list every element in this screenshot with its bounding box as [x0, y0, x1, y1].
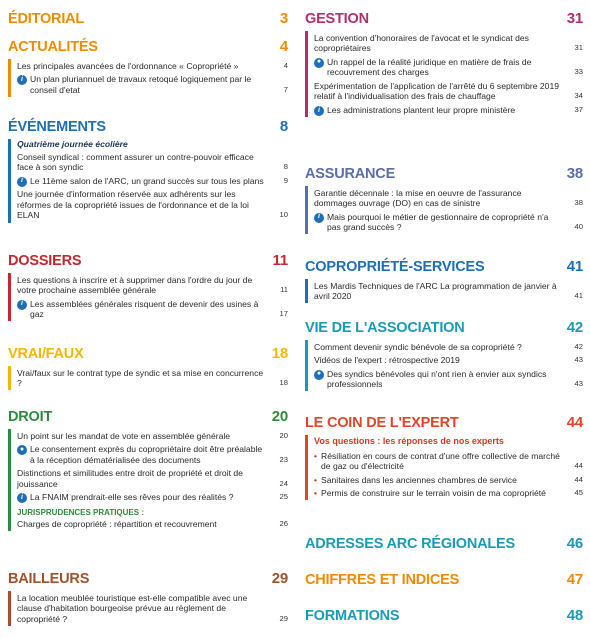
toc-entry[interactable]: Vidéos de l'expert : rétrospective 2019 43 — [314, 355, 583, 366]
section-page: 41 — [566, 258, 583, 275]
section-kicker: Quatrième journée écolière — [17, 139, 128, 149]
toc-entry[interactable]: Expérimentation de l'application de l'arrêté du 6 septembre 2019 relatif à l'individualisation des frais de chauffage 34 — [314, 80, 583, 102]
toc-entry[interactable]: Les Mardis Techniques de l'ARC La programmation de janvier à avril 2020 41 — [314, 280, 583, 302]
section-page: 4 — [279, 38, 288, 55]
globe-icon: ● — [314, 370, 324, 380]
toc-entry[interactable]: La convention d'honoraires de l'avocat et le syndicat des copropriétaires 31 — [314, 32, 583, 54]
toc-entry[interactable]: • Sanitaires dans les anciennes chambres de service 44 — [314, 474, 583, 485]
toc-entry[interactable]: Charges de copropriété : répartition et recouvrement 26 — [17, 519, 288, 530]
globe-icon: ● — [314, 58, 324, 68]
info-icon: i — [314, 106, 324, 116]
section-adresses[interactable] — [305, 535, 583, 553]
section-kicker: Vos questions : les réponses de nos experts — [314, 436, 504, 446]
section-page: 18 — [271, 345, 288, 362]
info-icon: i — [17, 177, 27, 187]
section-title: VRAI/FAUX — [8, 346, 84, 362]
section-page: 47 — [566, 571, 583, 588]
toc-entry[interactable]: • Permis de construire sur le terrain voisin de ma copropriété 45 — [314, 488, 583, 499]
section-page: 46 — [566, 535, 583, 552]
section-title: CHIFFRES ET INDICES — [305, 572, 460, 588]
section-actualites[interactable] — [8, 38, 288, 97]
section-vraifaux[interactable] — [8, 345, 288, 390]
section-title: ÉDITORIAL — [8, 11, 85, 27]
bullet-icon: • — [314, 474, 318, 485]
toc-entry[interactable]: ● Des syndics bénévoles qui n'ont rien à envier aux syndics professionnels 43 — [314, 367, 583, 391]
toc-entry[interactable]: Distinctions et similitudes entre droit de propriété et droit de jouissance 24 — [17, 468, 288, 489]
bullet-icon: • — [314, 450, 318, 461]
section-title: COPROPRIÉTÉ-SERVICES — [305, 259, 485, 275]
section-title: ÉVÉNEMENTS — [8, 119, 106, 135]
info-icon: i — [17, 75, 27, 85]
section-page: 48 — [566, 607, 583, 624]
toc-entry[interactable]: i Le 11ème salon de l'ARC, un grand succès sur tous les plans 9 — [17, 174, 288, 188]
toc-entry[interactable]: • Résiliation en cours de contrat d'une offre collective de marché de gaz ou d'électricité 44 — [314, 450, 583, 472]
info-icon: i — [17, 300, 27, 310]
section-coin-expert[interactable] — [305, 414, 583, 500]
toc-entry[interactable]: ● Le consentement exprès du copropriétaire doit être préalable à la réception dématérialisée des documents 23 — [17, 443, 288, 467]
section-title: BAILLEURS — [8, 571, 90, 587]
toc-entry[interactable]: Les questions à inscrire et à supprimer dans l'ordre du jour de votre prochaine assemblée générale 11 — [17, 274, 288, 296]
section-evenements[interactable] — [8, 118, 288, 223]
toc-entry[interactable]: Comment devenir syndic bénévole de sa copropriété ? 42 — [314, 341, 583, 352]
section-title: DOSSIERS — [8, 253, 82, 269]
section-title: DROIT — [8, 409, 53, 425]
section-assurance[interactable] — [305, 165, 583, 234]
section-page: 20 — [271, 408, 288, 425]
section-page: 3 — [279, 10, 288, 27]
section-chiffres[interactable] — [305, 571, 583, 589]
toc-entry[interactable]: i Un plan pluriannuel de travaux retoqué logiquement par le conseil d'etat 7 — [17, 73, 288, 97]
info-icon: i — [314, 213, 324, 223]
section-title: ASSURANCE — [305, 166, 396, 182]
section-page: 29 — [271, 570, 288, 587]
section-title: ADRESSES ARC RÉGIONALES — [305, 536, 515, 552]
toc-entry[interactable]: Garantie décennale : la mise en oeuvre de l'assurance dommages ouvrage (DO) en cas de sinistre 38 — [314, 187, 583, 209]
toc-entry[interactable]: Vrai/faux sur le contrat type de syndic et sa mise en concurrence ? 18 — [17, 367, 288, 389]
section-title: FORMATIONS — [305, 608, 400, 624]
section-page: 11 — [272, 252, 288, 269]
toc-entry[interactable]: ● Un rappel de la réalité juridique en matière de frais de recouvrement des charges 33 — [314, 55, 583, 79]
section-page: 31 — [566, 10, 583, 27]
section-services[interactable] — [305, 258, 583, 303]
section-dossiers[interactable] — [8, 252, 288, 321]
toc-entry[interactable]: i Mais pourquoi le métier de gestionnaire de copropriété n'a pas grand succès ? 40 — [314, 210, 583, 234]
toc-entry[interactable]: i Les administrations plantent leur propre ministère 37 — [314, 104, 583, 118]
toc-entry[interactable]: Une journée d'information réservée aux adhérents sur les réformes de la copropriété issues de l'ordonnance et de la loi ELAN 10 — [17, 189, 288, 221]
section-title: GESTION — [305, 11, 369, 27]
toc-entry[interactable]: Conseil syndical : comment assurer un contre-pouvoir efficace face à son syndic 8 — [17, 151, 288, 173]
section-kicker: JURISPRUDENCES PRATIQUES : — [17, 507, 144, 517]
toc-entry[interactable]: Les principales avancées de l'ordonnance « Copropriété » 4 — [17, 60, 288, 71]
toc-entry[interactable]: i Les assemblées générales risquent de devenir des usines à gaz 17 — [17, 297, 288, 321]
section-bailleurs[interactable] — [8, 570, 288, 626]
section-page: 42 — [566, 319, 583, 336]
section-vie-association[interactable] — [305, 319, 583, 391]
section-title: VIE DE L'ASSOCIATION — [305, 320, 465, 336]
section-page: 38 — [566, 165, 583, 182]
section-title: LE COIN DE L'EXPERT — [305, 415, 459, 431]
section-page: 44 — [566, 414, 583, 431]
toc-entry[interactable]: i La FNAIM prendrait-elle ses rêves pour des réalités ? 25 — [17, 491, 288, 505]
section-formations[interactable] — [305, 607, 583, 625]
section-gestion[interactable] — [305, 10, 583, 117]
info-icon: i — [17, 493, 27, 503]
bullet-icon: • — [314, 488, 318, 499]
toc-entry[interactable]: La location meublée touristique est-elle compatible avec une clause d'habitation bourgeoise prévue au règlement de copropriété ? 29 — [17, 592, 288, 624]
section-droit[interactable] — [8, 408, 288, 531]
section-editorial[interactable] — [8, 10, 288, 28]
section-page: 8 — [279, 118, 288, 135]
globe-icon: ● — [17, 445, 27, 455]
toc-entry[interactable]: Un point sur les mandat de vote en assemblée générale 20 — [17, 430, 288, 441]
section-title: ACTUALITÉS — [8, 39, 98, 55]
